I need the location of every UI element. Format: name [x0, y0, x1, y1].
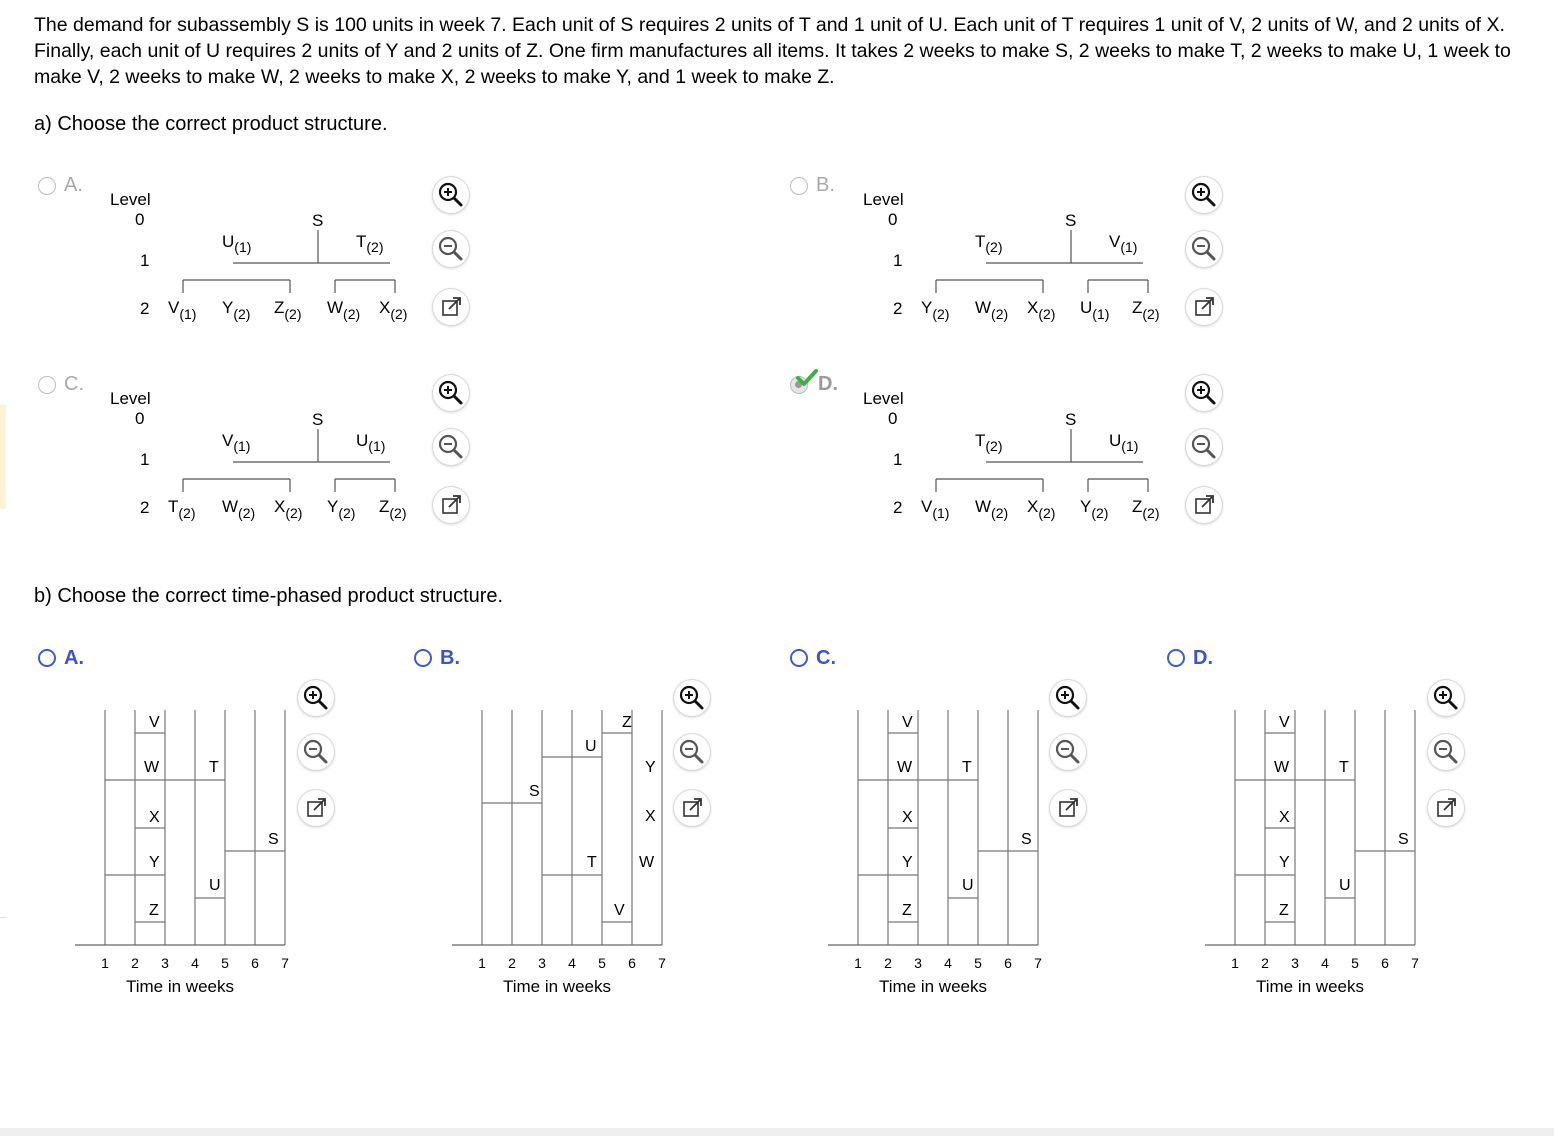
level-heading: Level	[110, 389, 151, 408]
tp-item: V	[902, 714, 913, 731]
popout-icon	[674, 790, 710, 826]
axis-label: Time in weeks	[1255, 977, 1365, 996]
part-a-option-a-zoom-in-button[interactable]	[433, 177, 469, 213]
part-a-option-c-tree	[100, 379, 460, 539]
part-b-option-b-radio[interactable]	[414, 649, 432, 667]
popout-icon	[1186, 487, 1222, 523]
part-a-question: a) Choose the correct product structure.	[34, 113, 388, 135]
svg-text:7: 7	[1034, 955, 1042, 971]
zoom-in-icon	[1050, 680, 1086, 716]
tree-root: S	[1065, 211, 1077, 230]
tree-l2-node: $Z_{(2)}$	[1132, 298, 1160, 322]
tp-item: S	[1398, 831, 1409, 848]
zoom-out-icon	[1186, 429, 1222, 465]
tree-l2-node: $U_{(1)}$	[1080, 298, 1110, 322]
bottom-scroll-bar	[0, 1128, 1554, 1136]
tp-item: W	[639, 854, 655, 871]
tree-l2-node: $X_{(2)}$	[379, 298, 408, 322]
part-b-option-a-zoom-in-button[interactable]	[298, 680, 334, 716]
svg-text:1: 1	[854, 955, 862, 971]
part-b-option-c-popout-button[interactable]	[1050, 790, 1086, 826]
tree-l2-node: $W_{(2)}$	[975, 298, 1009, 322]
zoom-out-icon	[433, 429, 469, 465]
zoom-out-icon	[1428, 734, 1464, 770]
level-heading: Level	[110, 190, 151, 209]
svg-text:1: 1	[1231, 955, 1239, 971]
part-b-option-d-popout-button[interactable]	[1428, 790, 1464, 826]
tp-item: U	[209, 877, 221, 894]
zoom-in-icon	[433, 375, 469, 411]
tree-l1-node: $T_{(2)}$	[975, 232, 1003, 255]
part-a-option-d-zoom-out-button[interactable]	[1186, 429, 1222, 465]
popout-icon	[433, 487, 469, 523]
tp-item: V	[149, 714, 160, 731]
svg-text:3: 3	[914, 955, 922, 971]
zoom-in-icon	[1186, 375, 1222, 411]
tp-item: Y	[902, 854, 913, 871]
zoom-in-icon	[1428, 680, 1464, 716]
axis-label: Time in weeks	[878, 977, 988, 996]
svg-text:2: 2	[884, 955, 892, 971]
tree-l2-node: $Z_{(2)}$	[379, 497, 407, 521]
axis-ticks	[478, 955, 666, 971]
part-b-option-b-chart	[447, 700, 687, 1000]
part-b-option-c-radio[interactable]	[790, 649, 808, 667]
tree-l1-node: $V_{(1)}$	[222, 431, 251, 454]
svg-text:4: 4	[944, 955, 952, 971]
tp-item: X	[645, 808, 656, 825]
tree-l1-node: $T_{(2)}$	[975, 431, 1003, 454]
level-0: 0	[135, 409, 145, 428]
part-a-option-a-zoom-out-button[interactable]	[433, 231, 469, 267]
tp-item: T	[587, 854, 597, 871]
tp-item: T	[209, 759, 219, 776]
part-a-option-b-zoom-in-button[interactable]	[1186, 177, 1222, 213]
part-b-option-d-chart	[1200, 700, 1440, 1000]
tree-root: S	[312, 211, 324, 230]
tree-l2-node: $X_{(2)}$	[1027, 298, 1056, 322]
tp-item: S	[1021, 831, 1032, 848]
popout-icon	[1428, 790, 1464, 826]
level-0: 0	[888, 409, 898, 428]
part-a-option-b-popout-button[interactable]	[1186, 289, 1222, 325]
tree-l2-node: $W_{(2)}$	[327, 298, 361, 322]
zoom-out-icon	[674, 734, 710, 770]
part-a-option-b-tree	[853, 180, 1213, 340]
tree-l2-node: $X_{(2)}$	[274, 497, 303, 521]
part-b-option-c-zoom-in-button[interactable]	[1050, 680, 1086, 716]
tp-item: T	[1339, 759, 1349, 776]
level-2: 2	[893, 299, 903, 318]
svg-text:7: 7	[1411, 955, 1419, 971]
svg-text:4: 4	[191, 955, 199, 971]
axis-ticks	[1231, 955, 1419, 971]
level-1: 1	[140, 450, 150, 469]
part-b-option-a-radio[interactable]	[38, 649, 56, 667]
part-a-option-c-popout-button[interactable]	[433, 487, 469, 523]
part-b-option-a-zoom-out-button[interactable]	[298, 734, 334, 770]
svg-text:1: 1	[101, 955, 109, 971]
tp-item: V	[1279, 714, 1290, 731]
part-b-option-d-zoom-in-button[interactable]	[1428, 680, 1464, 716]
level-2: 2	[140, 498, 150, 517]
tp-item: U	[585, 738, 597, 755]
tree-l2-node: $X_{(2)}$	[1027, 497, 1056, 521]
problem-statement: The demand for subassembly S is 100 units in week 7. Each unit of S requires 2 units of T and 1 unit of U. Each unit of T requires 1 unit of V, 2 units of W, and 2 units of X. Finally, each unit of U requires 2 units of Y and 2 units of Z. One firm manufactures all items. It takes 2 weeks to make S, 2 weeks to make T, 2 weeks to make U, 1 week to make V, 2 weeks to make W, 2 weeks to make X, 2 weeks to make Y, and 1 week to make Z.	[34, 14, 1511, 88]
part-b-option-a-label[interactable]: A.	[64, 647, 84, 669]
svg-text:7: 7	[658, 955, 666, 971]
part-b-option-b-label[interactable]: B.	[440, 647, 460, 669]
part-b-option-c-label[interactable]: C.	[816, 647, 836, 669]
part-b-option-a-popout-button[interactable]	[298, 790, 334, 826]
zoom-in-icon	[1186, 177, 1222, 213]
svg-text:5: 5	[221, 955, 229, 971]
svg-text:3: 3	[1291, 955, 1299, 971]
axis-ticks	[854, 955, 1042, 971]
tp-item: Z	[622, 714, 632, 731]
svg-text:3: 3	[538, 955, 546, 971]
part-a-option-c-zoom-in-button[interactable]	[433, 375, 469, 411]
tp-item: Y	[149, 854, 160, 871]
part-b-option-c-chart	[823, 700, 1063, 1000]
tree-root: S	[1065, 410, 1077, 429]
popout-icon	[298, 790, 334, 826]
part-a-option-a-tree	[100, 180, 460, 340]
tree-l1-node: $U_{(1)}$	[356, 431, 386, 454]
part-b-question: b) Choose the correct time-phased product structure.	[34, 585, 504, 607]
tp-item: Z	[1279, 902, 1289, 919]
level-heading: Level	[863, 389, 904, 408]
part-a-option-a-label[interactable]: A.	[64, 174, 83, 196]
popout-icon	[1050, 790, 1086, 826]
tree-l2-node: $Y_{(2)}$	[327, 497, 356, 521]
part-a-option-c-radio[interactable]	[38, 376, 56, 394]
tp-item: S	[268, 831, 279, 848]
svg-text:3: 3	[161, 955, 169, 971]
level-heading: Level	[863, 190, 904, 209]
tree-l2-node: $V_{(1)}$	[168, 298, 197, 322]
tp-item: X	[1279, 809, 1290, 826]
tree-l1-node: $V_{(1)}$	[1109, 232, 1138, 255]
part-b-option-d-radio[interactable]	[1167, 649, 1185, 667]
svg-text:2: 2	[508, 955, 516, 971]
part-b-option-b-zoom-in-button[interactable]	[674, 680, 710, 716]
tree-l2-node: $Y_{(2)}$	[1080, 497, 1109, 521]
tree-l2-node: $W_{(2)}$	[222, 497, 256, 521]
popout-icon	[1186, 289, 1222, 325]
svg-text:2: 2	[131, 955, 139, 971]
axis-ticks	[101, 955, 289, 971]
tp-item: X	[902, 809, 913, 826]
tp-item: W	[897, 759, 913, 776]
tree-l2-node: $W_{(2)}$	[975, 497, 1009, 521]
tp-item: X	[149, 809, 160, 826]
zoom-out-icon	[1186, 231, 1222, 267]
tp-item: Z	[149, 902, 159, 919]
tree-root: S	[312, 410, 324, 429]
part-a-option-c-zoom-out-button[interactable]	[433, 429, 469, 465]
level-2: 2	[893, 498, 903, 517]
zoom-in-icon	[433, 177, 469, 213]
zoom-out-icon	[1050, 734, 1086, 770]
level-1: 1	[140, 251, 150, 270]
part-a-option-a-popout-button[interactable]	[433, 289, 469, 325]
part-a-option-d-zoom-in-button[interactable]	[1186, 375, 1222, 411]
part-b-option-d-zoom-out-button[interactable]	[1428, 734, 1464, 770]
tp-item: V	[614, 902, 625, 919]
svg-text:1: 1	[478, 955, 486, 971]
tree-l2-node: $Z_{(2)}$	[1132, 497, 1160, 521]
popout-icon	[433, 289, 469, 325]
part-a-option-a-radio[interactable]	[38, 177, 56, 195]
svg-text:7: 7	[281, 955, 289, 971]
level-1: 1	[893, 251, 903, 270]
svg-text:6: 6	[251, 955, 259, 971]
part-a-option-d-label[interactable]: D.	[818, 373, 838, 395]
svg-text:6: 6	[1004, 955, 1012, 971]
tp-item: W	[144, 759, 160, 776]
tree-l1-node: $U_{(1)}$	[222, 232, 252, 255]
zoom-in-icon	[298, 680, 334, 716]
svg-text:5: 5	[974, 955, 982, 971]
svg-text:2: 2	[1261, 955, 1269, 971]
svg-text:5: 5	[1351, 955, 1359, 971]
tp-item: Y	[645, 759, 656, 776]
tp-item: Z	[902, 902, 912, 919]
tree-l1-node: $U_{(1)}$	[1109, 431, 1139, 454]
tp-item: U	[1339, 877, 1351, 894]
tp-item: U	[962, 877, 974, 894]
axis-label: Time in weeks	[502, 977, 612, 996]
part-a-option-d-popout-button[interactable]	[1186, 487, 1222, 523]
level-0: 0	[888, 210, 898, 229]
left-highlight-marker	[0, 405, 6, 509]
level-2: 2	[140, 299, 150, 318]
tree-l2-node: $T_{(2)}$	[168, 497, 196, 521]
checkmark-icon	[795, 368, 819, 388]
tree-l2-node: $Z_{(2)}$	[274, 298, 302, 322]
part-b-option-d-label[interactable]: D.	[1193, 647, 1213, 669]
zoom-out-icon	[433, 231, 469, 267]
tp-item: S	[529, 783, 540, 800]
level-1: 1	[893, 450, 903, 469]
svg-text:6: 6	[1381, 955, 1389, 971]
part-b-option-b-popout-button[interactable]	[674, 790, 710, 826]
tp-item: Y	[1279, 854, 1290, 871]
level-0: 0	[135, 210, 145, 229]
left-divider	[0, 917, 6, 918]
part-a-option-b-label[interactable]: B.	[816, 174, 835, 196]
axis-label: Time in weeks	[125, 977, 235, 996]
part-b-option-b-zoom-out-button[interactable]	[674, 734, 710, 770]
svg-text:6: 6	[628, 955, 636, 971]
part-b-option-a-chart	[70, 700, 310, 1000]
zoom-in-icon	[674, 680, 710, 716]
part-a-option-c-label[interactable]: C.	[64, 373, 84, 395]
part-b-option-c-zoom-out-button[interactable]	[1050, 734, 1086, 770]
zoom-out-icon	[298, 734, 334, 770]
tree-l2-node: $Y_{(2)}$	[222, 298, 251, 322]
tp-item: W	[1274, 759, 1290, 776]
svg-text:5: 5	[598, 955, 606, 971]
svg-text:4: 4	[1321, 955, 1329, 971]
tp-item: T	[962, 759, 972, 776]
part-a-option-d-tree	[853, 379, 1213, 539]
tree-l2-node: $V_{(1)}$	[921, 497, 950, 521]
part-a-option-b-zoom-out-button[interactable]	[1186, 231, 1222, 267]
tree-l1-node: $T_{(2)}$	[356, 232, 384, 255]
tree-l2-node: $Y_{(2)}$	[921, 298, 950, 322]
part-a-option-b-radio[interactable]	[790, 177, 808, 195]
svg-text:4: 4	[568, 955, 576, 971]
